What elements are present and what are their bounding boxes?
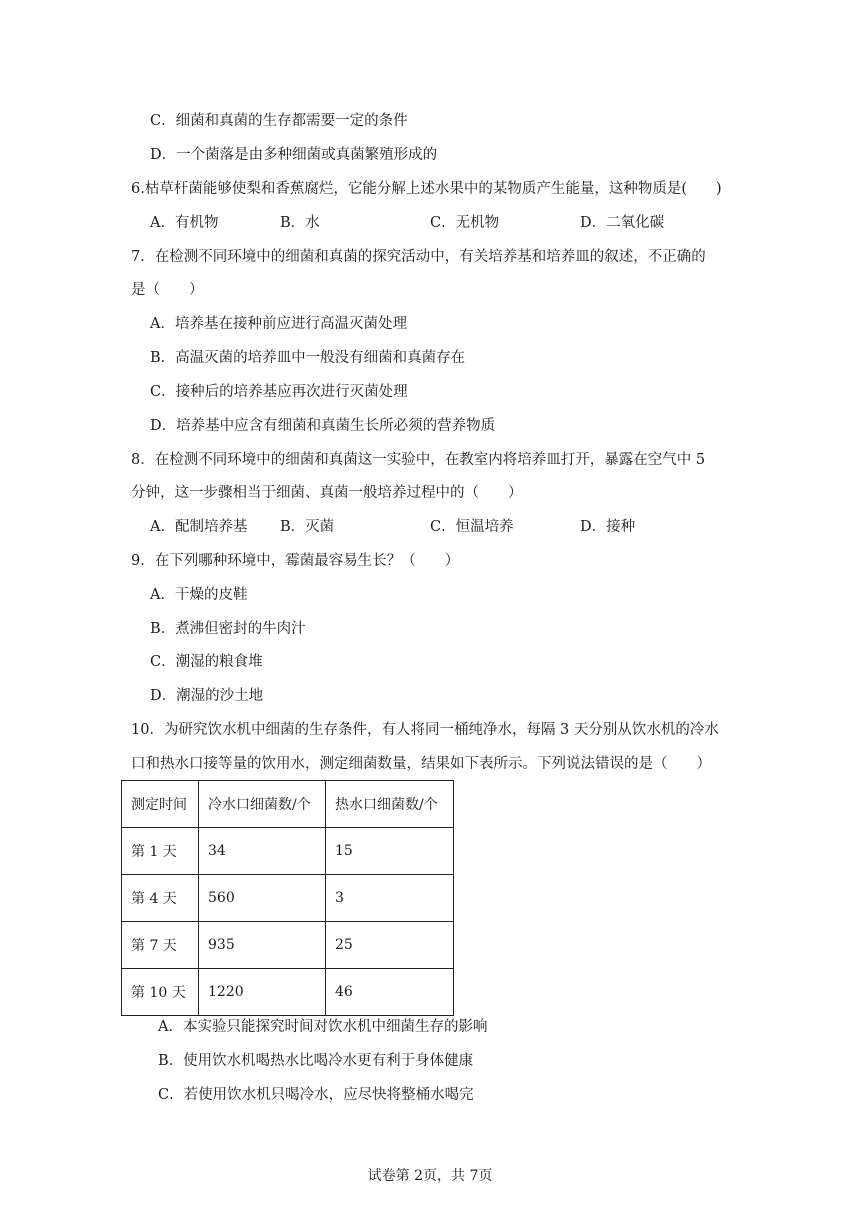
q9-option-c: C．潮湿的粮食堆	[150, 654, 263, 670]
q7-option-a: A．培养基在接种前应进行高温灭菌处理	[150, 316, 407, 332]
bacteria-count-table	[121, 780, 454, 1016]
question-6-stem: 6.枯草杆菌能够使梨和香蕉腐烂，它能分解上述水果中的某物质产生能量，这种物质是( )	[131, 181, 722, 197]
q7-option-b: B．高温灭菌的培养皿中一般没有细菌和真菌存在	[150, 350, 466, 366]
table-header-cell: 测定时间	[122, 781, 199, 828]
q10-option-c: C．若使用饮水机只喝冷水，应尽快将整桶水喝完	[158, 1087, 474, 1103]
option-d-prev: D．一个菌落是由多种细菌或真菌繁殖形成的	[150, 147, 438, 163]
q10-option-a: A．本实验只能探究时间对饮水机中细菌生存的影响	[158, 1019, 488, 1035]
table-cell: 3	[326, 875, 454, 922]
table-row	[122, 875, 454, 922]
question-7-stem-line2: 是（ ）	[131, 282, 204, 298]
table-cell: 第 10 天	[122, 969, 199, 1016]
table-cell: 第 7 天	[122, 922, 199, 969]
table-header-row	[122, 781, 454, 828]
q8-option-b: B．灭菌	[280, 519, 335, 535]
q6-option-c: C．无机物	[430, 215, 500, 231]
table-cell: 1220	[199, 969, 326, 1016]
question-10-stem-line2: 口和热水口接等量的饮用水，测定细菌数量，结果如下表所示。下列说法错误的是（ ）	[131, 756, 711, 772]
question-9-stem: 9．在下列哪种环境中，霉菌最容易生长？（ ）	[131, 553, 460, 569]
q7-option-c: C．接种后的培养基应再次进行灭菌处理	[150, 384, 408, 400]
table-cell: 25	[326, 922, 454, 969]
table-cell: 560	[199, 875, 326, 922]
table-row	[122, 922, 454, 969]
table-cell: 935	[199, 922, 326, 969]
q6-option-d: D．二氧化碳	[580, 215, 665, 231]
question-10-stem-line1: 10．为研究饮水机中细菌的生存条件，有人将同一桶纯净水，每隔 3 天分别从饮水机的冷水	[131, 722, 719, 738]
q6-option-b: B．水	[280, 215, 320, 231]
table-cell: 46	[326, 969, 454, 1016]
q8-option-d: D．接种	[580, 519, 636, 535]
q9-option-a: A．干燥的皮鞋	[150, 587, 248, 603]
q9-option-d: D．潮湿的沙土地	[150, 688, 264, 704]
table-header-cell: 热水口细菌数/个	[326, 781, 454, 828]
question-8-stem-line1: 8．在检测不同环境中的细菌和真菌这一实验中，在教室内将培养皿打开，暴露在空气中 5	[131, 452, 706, 468]
table-header-cell: 冷水口细菌数/个	[199, 781, 326, 828]
page-footer: 试卷第 2页，共 7页	[367, 1168, 493, 1184]
table-row	[122, 969, 454, 1016]
q6-option-a: A．有机物	[150, 215, 219, 231]
q10-option-b: B．使用饮水机喝热水比喝冷水更有利于身体健康	[158, 1053, 474, 1069]
q8-option-c: C．恒温培养	[430, 519, 514, 535]
question-7-stem-line1: 7．在检测不同环境中的细菌和真菌的探究活动中，有关培养基和培养皿的叙述，不正确的	[131, 249, 706, 265]
q7-option-d: D．培养基中应含有细菌和真菌生长所必须的营养物质	[150, 418, 496, 434]
question-8-stem-line2: 分钟，这一步骤相当于细菌、真菌一般培养过程中的（ ）	[131, 485, 523, 501]
table-cell: 第 4 天	[122, 875, 199, 922]
option-c-prev: C．细菌和真菌的生存都需要一定的条件	[150, 113, 408, 129]
table-cell: 15	[326, 828, 454, 875]
q9-option-b: B．煮沸但密封的牛肉汁	[150, 621, 306, 637]
table-cell: 34	[199, 828, 326, 875]
q8-option-a: A．配制培养基	[150, 519, 248, 535]
table-row	[122, 828, 454, 875]
table-cell: 第 1 天	[122, 828, 199, 875]
